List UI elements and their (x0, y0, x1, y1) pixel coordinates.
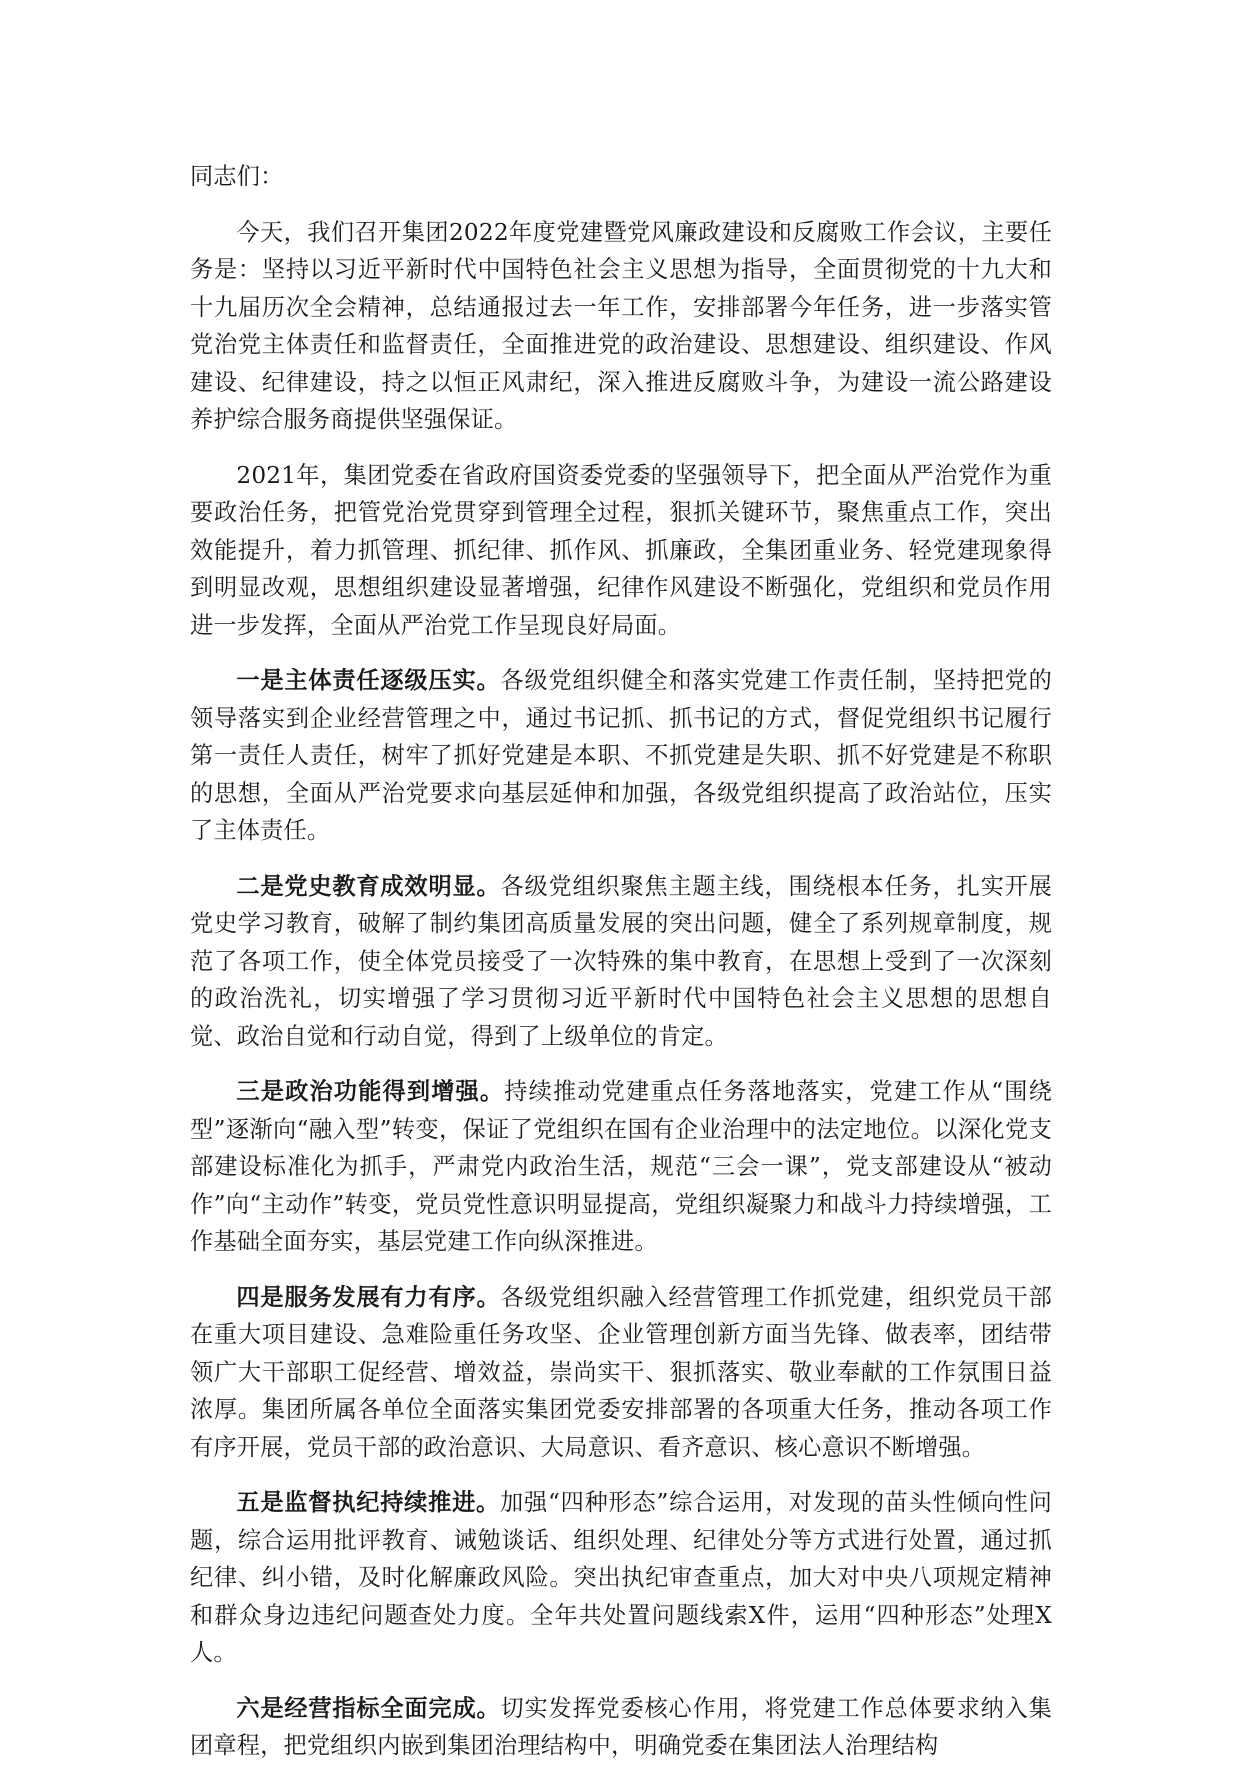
point-heading-3: 三是政治功能得到增强。 (236, 1078, 505, 1105)
point-heading-4: 四是服务发展有力有序。 (236, 1283, 501, 1311)
point-heading-6: 六是经营指标全面完成。 (236, 1694, 501, 1722)
document-page (190, 158, 1052, 1783)
point-paragraph-4 (190, 1279, 1052, 1467)
point-paragraph-6 (190, 1690, 1052, 1765)
point-text-6: 切实发挥党委核心作用，将党建工作总体要求纳入集团章程，把党组织内嵌到集团治理结构中，明确党委在集团法人治理结构 (190, 1694, 1052, 1759)
point-paragraph-2 (190, 868, 1052, 1056)
point-paragraph-1 (190, 662, 1052, 850)
point-text-1: 各级党组织健全和落实党建工作责任制，坚持把党的领导落实到企业经营管理之中，通过书记抓、抓书记的方式，督促党组织书记履行第一责任人责任，树牢了抓好党建是本职、不抓党建是失职、抓不好党建是不称职的思想，全面从严治党要求向基层延伸和加强，各级党组织提高了政治站位，压实了主体责任。 (190, 667, 1052, 844)
salutation: 同志们： (190, 163, 284, 190)
point-heading-2: 二是党史教育成效明显。 (236, 872, 501, 900)
point-heading-1: 一是主体责任逐级压实。 (236, 667, 501, 694)
summary-paragraph: 2021年，集团党委在省政府国资委党委的坚强领导下，把全面从严治党作为重要政治任务，把管党治党贯穿到管理全过程，狠抓关键环节，聚焦重点工作，突出效能提升，着力抓管理、抓纪律、抓作风、抓廉政，全集团重业务、轻党建现象得到明显改观，思想组织建设显著增强，纪律作风建设不断强化，党组织和党员作用进一步发挥，全面从严治党工作呈现良好局面。 (190, 461, 1052, 639)
point-paragraph-3 (190, 1073, 1052, 1261)
point-paragraph-5 (190, 1484, 1052, 1672)
point-text-5: 加强“四种形态”综合运用，对发现的苗头性倾向性问题，综合运用批评教育、诫勉谈话、组织处理、纪律处分等方式进行处置，通过抓纪律、纠小错，及时化解廉政风险。突出执纪审查重点，加大对中央八项规定精神和群众身边违纪问题查处力度。全年共处置问题线索X件，运用“四种形态”处理X人。 (190, 1489, 1052, 1666)
point-text-4: 各级党组织融入经营管理工作抓党建，组织党员干部在重大项目建设、急难险重任务攻坚、企业管理创新方面当先锋、做表率，团结带领广大干部职工促经营、增效益，崇尚实干、狠抓落实、敬业奉献的工作氛围日益浓厚。集团所属各单位全面落实集团党委安排部署的各项重大任务，推动各项工作有序开展，党员干部的政治意识、大局意识、看齐意识、核心意识不断增强。 (190, 1283, 1052, 1461)
point-text-3: 持续推动党建重点任务落地落实，党建工作从“围绕型”逐渐向“融入型”转变，保证了党组织在国有企业治理中的法定地位。以深化党支部建设标准化为抓手，严肃党内政治生活，规范“三会一课”，党支部建设从“被动作”向“主动作”转变，党员党性意识明显提高，党组织凝聚力和战斗力持续增强，工作基础全面夯实，基层党建工作向纵深推进。 (190, 1078, 1053, 1255)
point-text-2: 各级党组织聚焦主题主线，围绕根本任务，扎实开展党史学习教育，破解了制约集团高质量发展的突出问题，健全了系列规章制度，规范了各项工作，使全体党员接受了一次特殊的集中教育，在思想上受到了一次深刻的政治洗礼，切实增强了学习贯彻习近平新时代中国特色社会主义思想的思想自觉、政治自觉和行动自觉，得到了上级单位的肯定。 (190, 872, 1052, 1050)
point-heading-5: 五是监督执纪持续推进。 (236, 1489, 501, 1516)
intro-paragraph: 今天，我们召开集团2022年度党建暨党风廉政建设和反腐败工作会议，主要任务是：坚持以习近平新时代中国特色社会主义思想为指导，全面贯彻党的十九大和十九届历次全会精神，总结通报过去一年工作，安排部署今年任务，进一步落实管党治党主体责任和监督责任，全面推进党的政治建设、思想建设、组织建设、作风建设、纪律建设，持之以恒正风肃纪，深入推进反腐败斗争，为建设一流公路建设养护综合服务商提供坚强保证。 (190, 218, 1052, 433)
